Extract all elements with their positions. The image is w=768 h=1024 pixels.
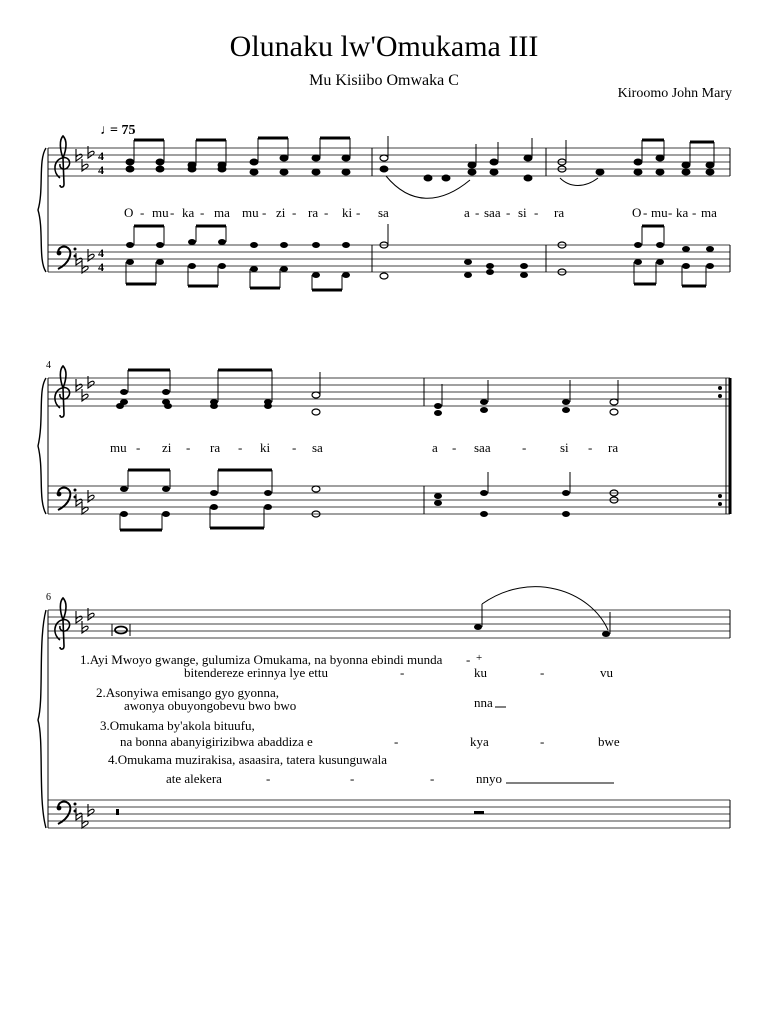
svg-text:-: - <box>356 205 361 220</box>
svg-text:-: - <box>534 205 539 220</box>
svg-text:-: - <box>324 205 329 220</box>
svg-text:-: - <box>692 205 697 220</box>
svg-text:-: - <box>186 440 191 455</box>
treble-clef-icon <box>55 136 70 187</box>
treble-notes-3 <box>474 624 610 637</box>
page-title: Olunaku lw'Omukama III <box>229 30 539 63</box>
svg-text:mu: mu <box>651 205 668 220</box>
tempo-marking <box>100 123 135 138</box>
bass-beams-1 <box>126 226 706 290</box>
svg-text:nnyo: nnyo <box>476 771 502 786</box>
brace <box>38 148 46 272</box>
svg-text:a: a <box>464 205 470 220</box>
svg-text:-: - <box>475 205 480 220</box>
svg-text:4: 4 <box>98 149 104 163</box>
svg-text:-: - <box>394 734 399 749</box>
svg-text:-: - <box>430 771 435 786</box>
treble-staff-2 <box>48 378 730 406</box>
svg-text:♩: ♩ <box>100 123 114 138</box>
svg-text:O: O <box>124 205 134 220</box>
breve-note <box>112 624 130 636</box>
bass-stems-1 <box>126 224 706 290</box>
bass-notes-2 <box>120 486 618 517</box>
svg-text:-: - <box>140 205 145 220</box>
svg-text:4: 4 <box>98 260 104 274</box>
svg-text:si: si <box>560 440 569 455</box>
svg-text:-: - <box>292 440 297 455</box>
treble-staff-3 <box>48 610 730 638</box>
verse-3 <box>100 718 620 749</box>
svg-text:a: a <box>432 440 438 455</box>
key-signature-flats <box>76 146 94 273</box>
composer-name: Kiroomo John Mary <box>617 86 732 101</box>
svg-text:-: - <box>540 734 545 749</box>
svg-text:-: - <box>136 440 141 455</box>
svg-text:ra: ra <box>608 440 619 455</box>
svg-text:-: - <box>643 205 648 220</box>
svg-text:= 75: = 75 <box>110 123 136 138</box>
svg-text:zi: zi <box>162 440 172 455</box>
svg-text:ra: ra <box>554 205 565 220</box>
svg-text:-: - <box>238 440 243 455</box>
svg-text:1.Ayi Mwoyo gwange, gulumiza O: 1.Ayi Mwoyo gwange, gulumiza Omukama, na byonna ebindi munda <box>80 652 443 667</box>
svg-text:ra: ra <box>308 205 319 220</box>
svg-text:-: - <box>170 205 175 220</box>
system-2 <box>38 360 730 530</box>
treble-staff-1 <box>48 148 730 176</box>
svg-text:mu: mu <box>242 205 259 220</box>
bass-staff-1 <box>48 245 730 272</box>
svg-text:ki: ki <box>342 205 353 220</box>
svg-text:ka: ka <box>676 205 689 220</box>
svg-text:mu: mu <box>110 440 127 455</box>
svg-text:-: - <box>292 205 297 220</box>
svg-text:-: - <box>262 205 267 220</box>
treble-clef-icon <box>55 366 70 417</box>
svg-text:vu: vu <box>600 665 613 680</box>
svg-text:sa: sa <box>312 440 323 455</box>
svg-text:ki: ki <box>260 440 271 455</box>
bass-staff-3 <box>48 800 730 828</box>
verse-4 <box>108 752 614 786</box>
treble-stems-3 <box>482 604 610 634</box>
lyrics-line-2 <box>110 440 618 455</box>
svg-text:bitendereze erinnya lye ettu: bitendereze erinnya lye ettu <box>184 665 329 680</box>
svg-text:O: O <box>632 205 642 220</box>
treble-notes-2 <box>116 389 618 416</box>
svg-text:ra: ra <box>210 440 221 455</box>
measure-number: 6 <box>46 592 51 603</box>
treble-beams-1 <box>134 138 714 142</box>
svg-text:-: - <box>200 205 205 220</box>
verse-1 <box>80 652 614 680</box>
svg-text:+: + <box>476 652 483 664</box>
svg-text:-: - <box>668 205 673 220</box>
system-3 <box>38 587 730 828</box>
svg-text:si: si <box>518 205 527 220</box>
svg-text:4: 4 <box>98 163 104 177</box>
svg-text:nna: nna <box>474 695 493 710</box>
brace <box>38 610 46 828</box>
barlines-2 <box>424 378 730 514</box>
svg-text:ma: ma <box>214 205 230 220</box>
svg-text:zi: zi <box>276 205 286 220</box>
svg-text:mu: mu <box>152 205 169 220</box>
svg-text:-: - <box>452 440 457 455</box>
svg-text:saa: saa <box>484 205 501 220</box>
key-signature-flats <box>76 608 94 828</box>
svg-text:3.Omukama by'akola bituufu,: 3.Omukama by'akola bituufu, <box>100 718 255 733</box>
svg-text:ate alekera: ate alekera <box>166 771 222 786</box>
svg-text:-: - <box>266 771 271 786</box>
svg-text:ka: ka <box>182 205 195 220</box>
svg-text:-: - <box>400 665 405 680</box>
svg-text:awonya obuyongobevu bwo bwo: awonya obuyongobevu bwo bwo <box>124 698 297 713</box>
svg-text:4.Omukama muzirakisa, asaasira: 4.Omukama muzirakisa, asaasira, tatera kusunguwala <box>108 752 388 767</box>
measure-number: 4 <box>46 360 51 371</box>
svg-text:4: 4 <box>98 246 104 260</box>
verse-2 <box>96 685 506 713</box>
verses-block <box>80 652 620 786</box>
svg-text:ku: ku <box>474 665 487 680</box>
svg-text:2.Asonyiwa emisango gyo gyonna: 2.Asonyiwa emisango gyo gyonna, <box>96 685 280 700</box>
brace <box>38 378 46 514</box>
slur <box>482 587 608 630</box>
treble-notes-1 <box>126 155 714 181</box>
svg-text:-: - <box>350 771 355 786</box>
svg-text:-: - <box>588 440 593 455</box>
svg-text:-: - <box>522 440 527 455</box>
system-1 <box>38 123 730 290</box>
svg-text:-: - <box>540 665 545 680</box>
treble-clef-icon <box>55 598 70 649</box>
svg-text:ma: ma <box>701 205 717 220</box>
treble-stems-2 <box>128 370 618 406</box>
svg-text:-: - <box>506 205 511 220</box>
svg-text:-: - <box>466 652 471 667</box>
slur <box>560 178 598 186</box>
svg-text:bwe: bwe <box>598 734 620 749</box>
svg-text:kya: kya <box>470 734 489 749</box>
lyrics-line-1 <box>124 205 717 220</box>
bass-staff-2 <box>48 486 730 514</box>
time-signature <box>98 149 104 274</box>
svg-text:sa: sa <box>378 205 389 220</box>
svg-text:saa: saa <box>474 440 491 455</box>
page-subtitle: Mu Kisiibo Omwaka C <box>309 72 459 89</box>
svg-text:na bonna abanyigirizibwa abadd: na bonna abanyigirizibwa abaddiza e <box>120 734 313 749</box>
